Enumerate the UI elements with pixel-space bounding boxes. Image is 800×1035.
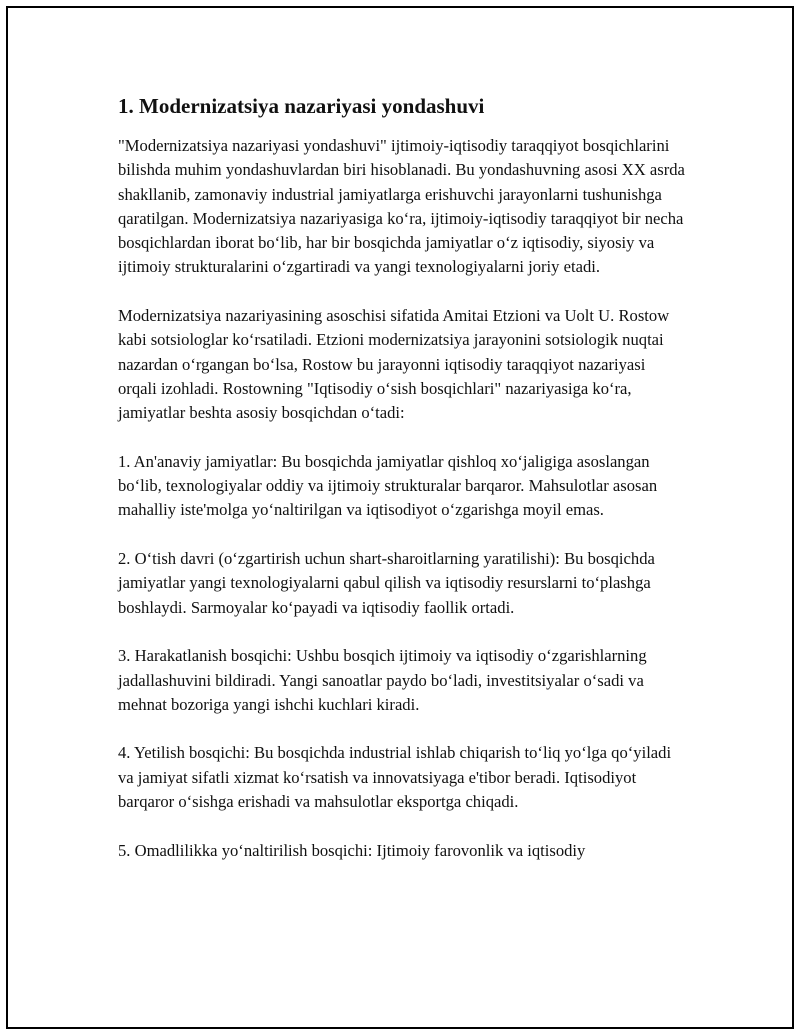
paragraph-stage-2: 2. O‘tish davri (o‘zgartirish uchun shart-sharoitlarning yaratilishi): Bu bosqichda jamiyatlar yangi texnologiyalarni qabul qilish va iqtisodiy resurslarni to‘plashga boshlaydi. Sarmoyalar ko‘payadi va iqtisodiy faollik ortadi. [118,549,655,617]
paragraph-stage-1: 1. An'anaviy jamiyatlar: Bu bosqichda jamiyatlar qishloq xo‘jaligiga asoslangan bo‘lib, texnologiyalar oddiy va ijtimoiy strukturalar barqaror. Mahsulotlar asosan mahalliy iste'molga yo‘naltirilgan va iqtisodiyot o‘zgarishga moyil emas. [118,451,658,520]
paragraph-stage-5: 5. Omadlilikka yo‘naltirilish bosqichi: Ijtimoiy farovonlik va iqtisodiy [118,840,586,860]
paragraph-founders: Modernizatsiya nazariyasining asoschisi sifatida Amitai Etzioni va Uolt U. Rostow kabi sotsiologlar ko‘rsatiladi. Etzioni modernizatsiya jarayonini sotsiologik nuqtai nazardan o‘rgangan bo‘lsa, Rostow bu jarayonni iqtisodiy taraqqiyot nazariyasi orqali izohladi. Rostowning "Iqtisodiy o‘sish bosqichlari" nazariyasiga ko‘ra, jamiyatlar beshta asosiy bosqichdan o‘tadi: [118,306,670,423]
document-body [118,92,688,887]
paragraph-stage-3: 3. Harakatlanish bosqichi: Ushbu bosqich ijtimoiy va iqtisodiy o‘zgarishlarning jadallashuvini bildiradi. Yangi sanoatlar paydo bo‘ladi, investitsiyalar o‘sadi va mehnat bozoriga yangi ishchi kuchlari kiradi. [118,646,647,714]
paragraph-stage-4: 4. Yetilish bosqichi: Bu bosqichda industrial ishlab chiqarish to‘liq yo‘lga qo‘yiladi va jamiyat sifatli xizmat ko‘rsatish va innovatsiyaga e'tibor beradi. Iqtisodiyot barqaror o‘sishga erishadi va mahsulotlar eksportga chiqadi. [118,743,672,812]
paragraph-intro: "Modernizatsiya nazariyasi yondashuvi" ijtimoiy-iqtisodiy taraqqiyot bosqichlarini bilishda muhim yondashuvlardan biri hisoblanadi. Bu yondashuvning asosi XX asrda shakllanib, zamonaviy industrial jamiyatlarga erishuvchi jarayonlarni tushunishga qaratilgan. Modernizatsiya nazariyasiga ko‘ra, ijtimoiy-iqtisodiy taraqqiyot bir necha bosqichlardan iborat bo‘lib, har bir bosqichda jamiyatlar o‘z iqtisodiy, siyosiy va ijtimoiy strukturalarini o‘zgartiradi va yangi texnologiyalarni joriy etadi. [118,136,685,277]
section-heading: 1. Modernizatsiya nazariyasi yondashuvi [118,94,485,118]
